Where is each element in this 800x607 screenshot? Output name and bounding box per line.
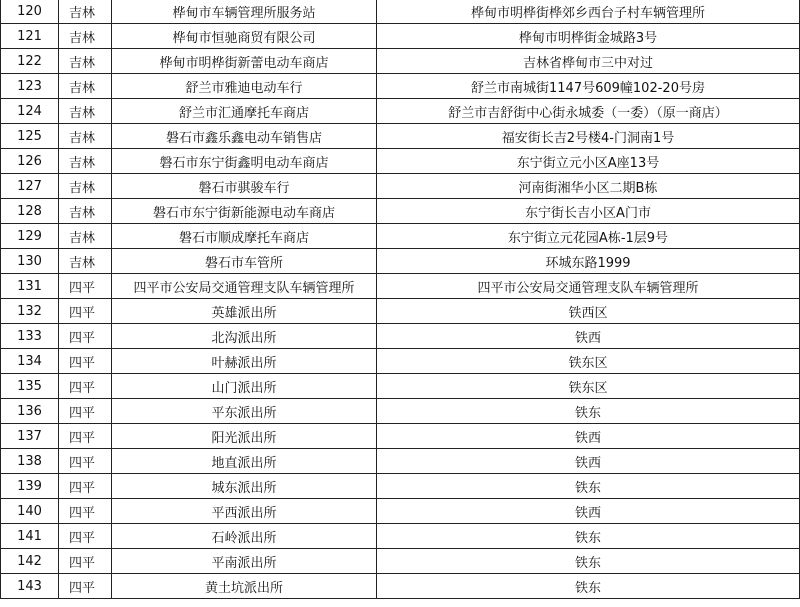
row-number-cell: 135 xyxy=(1,374,59,399)
station-name-cell: 平西派出所 xyxy=(112,499,377,524)
table-row xyxy=(1,374,800,399)
row-number-cell: 142 xyxy=(1,549,59,574)
station-name-cell: 山门派出所 xyxy=(112,374,377,399)
table-row xyxy=(1,549,800,574)
address-cell: 铁西 xyxy=(377,424,800,449)
station-name-cell: 北沟派出所 xyxy=(112,324,377,349)
region-cell: 吉林 xyxy=(59,124,112,149)
table-row xyxy=(1,274,800,299)
table-row xyxy=(1,324,800,349)
region-cell: 吉林 xyxy=(59,199,112,224)
station-name-cell: 英雄派出所 xyxy=(112,299,377,324)
region-cell: 四平 xyxy=(59,349,112,374)
row-number-cell: 140 xyxy=(1,499,59,524)
station-name-cell: 桦甸市车辆管理所服务站 xyxy=(112,0,377,24)
table-row xyxy=(1,249,800,274)
station-name-cell: 磐石市顺成摩托车商店 xyxy=(112,224,377,249)
station-name-cell: 磐石市骐骏车行 xyxy=(112,174,377,199)
address-cell: 铁东 xyxy=(377,399,800,424)
region-cell: 四平 xyxy=(59,474,112,499)
row-number-cell: 134 xyxy=(1,349,59,374)
station-name-cell: 桦甸市明桦街新蕾电动车商店 xyxy=(112,49,377,74)
address-cell: 舒兰市南城街1147号609幢102-20号房 xyxy=(377,74,800,99)
address-cell: 舒兰市吉舒街中心街永城委（一委）（原一商店） xyxy=(377,99,800,124)
region-cell: 吉林 xyxy=(59,74,112,99)
address-cell: 铁西 xyxy=(377,449,800,474)
region-cell: 吉林 xyxy=(59,174,112,199)
address-cell: 吉林省桦甸市三中对过 xyxy=(377,49,800,74)
address-cell: 东宁街长吉小区A门市 xyxy=(377,199,800,224)
row-number-cell: 126 xyxy=(1,149,59,174)
table-row xyxy=(1,124,800,149)
table-row xyxy=(1,0,800,24)
address-cell: 四平市公安局交通管理支队车辆管理所 xyxy=(377,274,800,299)
region-cell: 四平 xyxy=(59,424,112,449)
address-cell: 河南街湘华小区二期B栋 xyxy=(377,174,800,199)
station-name-cell: 黄土坑派出所 xyxy=(112,574,377,599)
table-row xyxy=(1,174,800,199)
region-cell: 四平 xyxy=(59,499,112,524)
table-row xyxy=(1,49,800,74)
table-row xyxy=(1,74,800,99)
address-cell: 环城东路1999 xyxy=(377,249,800,274)
region-cell: 四平 xyxy=(59,449,112,474)
table-row xyxy=(1,499,800,524)
row-number-cell: 121 xyxy=(1,24,59,49)
row-number-cell: 143 xyxy=(1,574,59,599)
address-cell: 铁东 xyxy=(377,574,800,599)
row-number-cell: 123 xyxy=(1,74,59,99)
address-cell: 铁东区 xyxy=(377,374,800,399)
row-number-cell: 124 xyxy=(1,99,59,124)
region-cell: 四平 xyxy=(59,374,112,399)
station-name-cell: 平东派出所 xyxy=(112,399,377,424)
address-cell: 桦甸市明桦街金城路3号 xyxy=(377,24,800,49)
row-number-cell: 122 xyxy=(1,49,59,74)
station-name-cell: 舒兰市雅迪电动车行 xyxy=(112,74,377,99)
row-number-cell: 129 xyxy=(1,224,59,249)
table-row xyxy=(1,424,800,449)
region-cell: 四平 xyxy=(59,574,112,599)
address-cell: 东宁街立元花园A栋-1层9号 xyxy=(377,224,800,249)
station-name-cell: 阳光派出所 xyxy=(112,424,377,449)
station-name-cell: 平南派出所 xyxy=(112,549,377,574)
table-body xyxy=(1,0,800,599)
address-cell: 桦甸市明桦街桦郊乡西台子村车辆管理所 xyxy=(377,0,800,24)
row-number-cell: 133 xyxy=(1,324,59,349)
address-cell: 铁西 xyxy=(377,499,800,524)
region-cell: 吉林 xyxy=(59,149,112,174)
station-name-cell: 地直派出所 xyxy=(112,449,377,474)
station-name-cell: 磐石市车管所 xyxy=(112,249,377,274)
table-row xyxy=(1,574,800,599)
row-number-cell: 127 xyxy=(1,174,59,199)
address-cell: 铁东 xyxy=(377,524,800,549)
table-row xyxy=(1,24,800,49)
station-name-cell: 叶赫派出所 xyxy=(112,349,377,374)
row-number-cell: 131 xyxy=(1,274,59,299)
table-row xyxy=(1,299,800,324)
row-number-cell: 130 xyxy=(1,249,59,274)
row-number-cell: 141 xyxy=(1,524,59,549)
region-cell: 吉林 xyxy=(59,0,112,24)
table-row xyxy=(1,99,800,124)
row-number-cell: 138 xyxy=(1,449,59,474)
address-cell: 铁东 xyxy=(377,474,800,499)
region-cell: 吉林 xyxy=(59,249,112,274)
region-cell: 吉林 xyxy=(59,24,112,49)
region-cell: 四平 xyxy=(59,399,112,424)
table-row xyxy=(1,524,800,549)
station-name-cell: 舒兰市汇通摩托车商店 xyxy=(112,99,377,124)
region-cell: 四平 xyxy=(59,299,112,324)
row-number-cell: 128 xyxy=(1,199,59,224)
station-name-cell: 石岭派出所 xyxy=(112,524,377,549)
address-cell: 福安街长吉2号楼4-门洞南1号 xyxy=(377,124,800,149)
station-name-cell: 城东派出所 xyxy=(112,474,377,499)
station-name-cell: 磐石市东宁街新能源电动车商店 xyxy=(112,199,377,224)
row-number-cell: 132 xyxy=(1,299,59,324)
table-row xyxy=(1,449,800,474)
table-row xyxy=(1,224,800,249)
region-cell: 吉林 xyxy=(59,49,112,74)
address-cell: 东宁街立元小区A座13号 xyxy=(377,149,800,174)
row-number-cell: 139 xyxy=(1,474,59,499)
table-row xyxy=(1,474,800,499)
station-name-cell: 桦甸市恒驰商贸有限公司 xyxy=(112,24,377,49)
region-cell: 吉林 xyxy=(59,224,112,249)
region-cell: 四平 xyxy=(59,549,112,574)
address-cell: 铁东区 xyxy=(377,349,800,374)
table-row xyxy=(1,349,800,374)
table-row xyxy=(1,149,800,174)
row-number-cell: 136 xyxy=(1,399,59,424)
region-cell: 四平 xyxy=(59,274,112,299)
address-cell: 铁西 xyxy=(377,324,800,349)
table-row xyxy=(1,199,800,224)
region-cell: 四平 xyxy=(59,524,112,549)
station-name-cell: 四平市公安局交通管理支队车辆管理所 xyxy=(112,274,377,299)
row-number-cell: 120 xyxy=(1,0,59,24)
address-cell: 铁东 xyxy=(377,549,800,574)
station-name-cell: 磐石市鑫乐鑫电动车销售店 xyxy=(112,124,377,149)
station-name-cell: 磐石市东宁街鑫明电动车商店 xyxy=(112,149,377,174)
region-cell: 四平 xyxy=(59,324,112,349)
row-number-cell: 125 xyxy=(1,124,59,149)
row-number-cell: 137 xyxy=(1,424,59,449)
table-row xyxy=(1,399,800,424)
region-cell: 吉林 xyxy=(59,99,112,124)
address-cell: 铁西区 xyxy=(377,299,800,324)
